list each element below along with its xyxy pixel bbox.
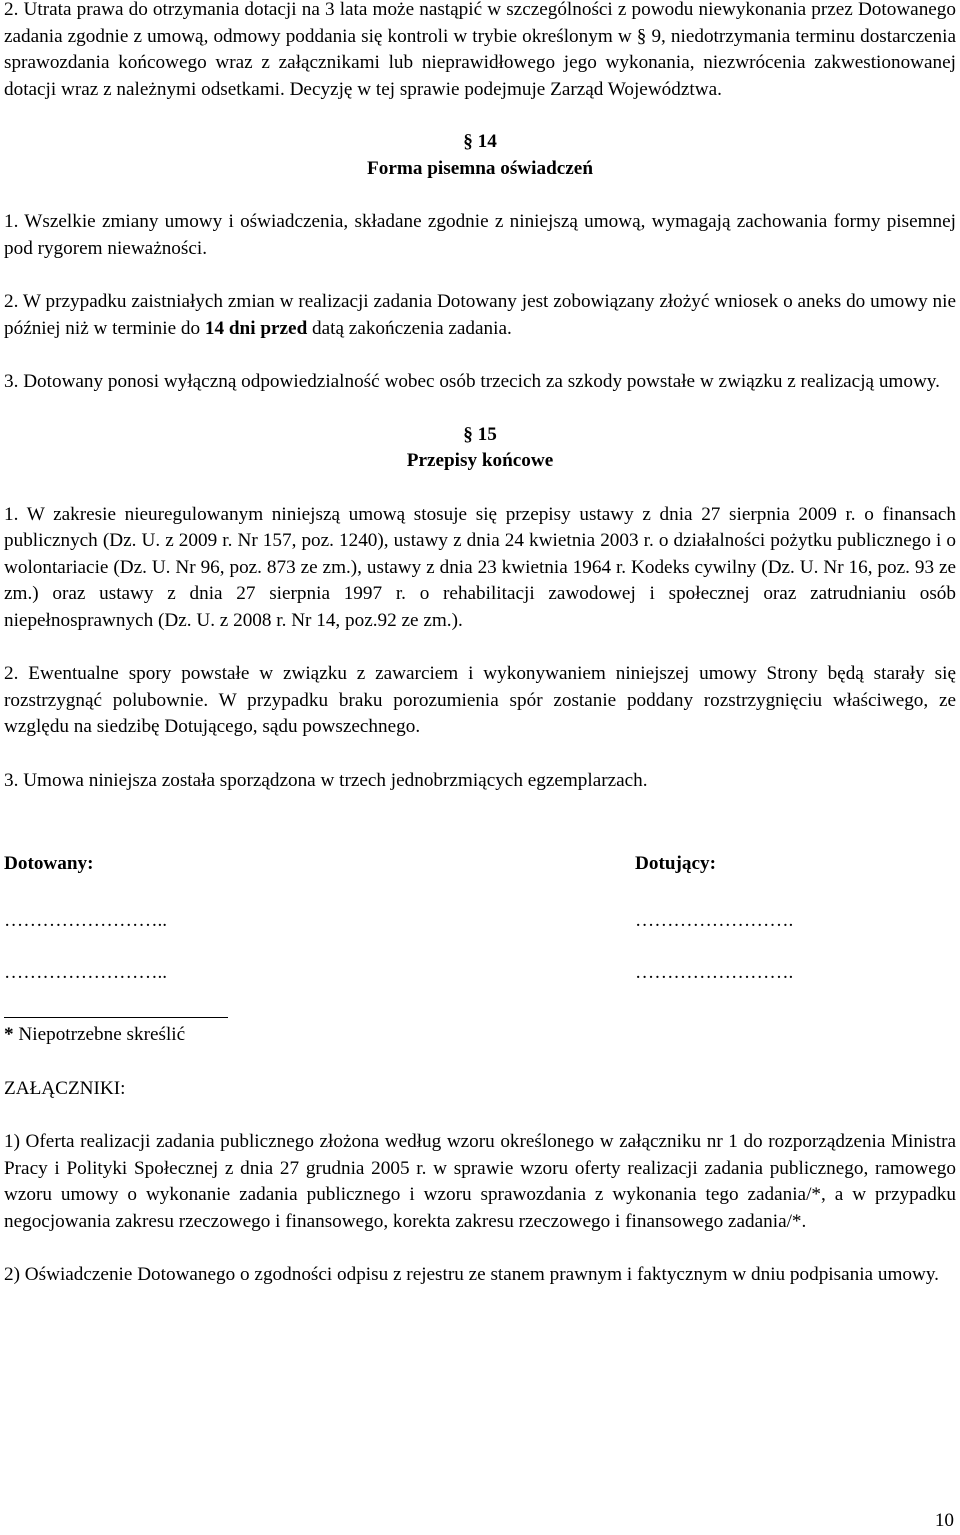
attachment-item-2: 2) Oświadczenie Dotowanego o zgodności odpisu z rejestru ze stanem prawnym i faktycznym w dniu podpisania umowy. bbox=[4, 1264, 939, 1285]
section-15-paragraph-2: 2. Ewentualne spory powstałe w związku z zawarciem i wykonywaniem niniejszej umowy Strony będą starały się rozstrzygnąć polubownie. W przypadku braku porozumienia spór zostanie poddany rozstrzygnięciu właściwego, ze względu na siedzibę Dotującego, sądu powszechnego. bbox=[4, 663, 956, 737]
signature-label-dotujacy: Dotujący: bbox=[635, 853, 716, 874]
footnote-rule bbox=[4, 1017, 228, 1018]
signature-line-dotujacy-1: ……………………. bbox=[635, 910, 794, 931]
attachments-heading: ZAŁĄCZNIKI: bbox=[4, 1077, 126, 1099]
section-15-paragraph-1: 1. W zakresie nieuregulowanym niniejszą umową stosuje się przepisy ustawy z dnia 27 sierpnia 2009 r. o finansach publicznych (Dz. U. z 2009 r. Nr 157, poz. 1240), ustawy z dnia 24 kwietnia 2003 r. o działalności pożytku publicznego i o wolontariacie (Dz. U. Nr 96, poz. 873 ze zm.), ustawy z dnia 23 kwietnia 1964 r. Kodeks cywilny (Dz. U. Nr 16, poz. 93 ze zm.) oraz ustawy z dnia 27 sierpnia 1997 r. o rehabilitacji zawodowej i społecznej oraz zatrudnianiu osób niepełnosprawnych (Dz. U. z 2008 r. Nr 14, poz.92 ze zm.). bbox=[4, 503, 956, 631]
section-14-paragraph-2: 2. W przypadku zaistniałych zmian w realizacji zadania Dotowany jest zobowiązany złożyć wniosek o aneks do umowy nie później niż w terminie do 14 dni przed datą zakończenia zadania. bbox=[4, 291, 956, 339]
deadline-bold: 14 dni przed bbox=[204, 317, 308, 339]
section-15 bbox=[4, 422, 956, 475]
signature-line-dotowany-2: …………………….. bbox=[4, 962, 168, 983]
page-number: 10 bbox=[934, 1510, 954, 1531]
footnote: * Niepotrzebne skreślić bbox=[4, 1024, 186, 1045]
section-14-number: § 14 bbox=[463, 131, 497, 152]
section-14-paragraph-3: 3. Dotowany ponosi wyłączną odpowiedzialność wobec osób trzecich za szkody powstałe w związku z realizacją umowy. bbox=[4, 371, 940, 392]
section-15-title: Przepisy końcowe bbox=[406, 450, 554, 471]
signature-line-dotujacy-2: ……………………. bbox=[635, 962, 794, 983]
section-14-paragraph-1: 1. Wszelkie zmiany umowy i oświadczenia, składane zgodnie z niniejszą umową, wymagają zachowania formy pisemnej pod rygorem nieważności. bbox=[4, 211, 956, 259]
signature-line-dotowany-1: …………………….. bbox=[4, 910, 168, 931]
document-page bbox=[4, 0, 956, 1289]
section-14-title: Forma pisemna oświadczeń bbox=[367, 157, 593, 179]
signature-block bbox=[4, 851, 956, 990]
paragraph-2: 2. Utrata prawa do otrzymania dotacji na 3 lata może nastąpić w szczególności z powodu niewykonania przez Dotowanego zadania zgodnie z umową, odmowy poddania się kontroli w trybie określonym w § 9, niedotrzymania terminu dostarczenia sprawozdania końcowego wraz z załącznikami lub nieprawidłowego jego wykonania, niezwrócenia zakwestionowanej dotacji wraz z należnymi odsetkami. Decyzję w tej sprawie podejmuje Zarząd Województwa. bbox=[4, 0, 956, 100]
attachment-item-1: 1) Oferta realizacji zadania publicznego złożona według wzoru określonego w załączniku nr 1 do rozporządzenia Ministra Pracy i Polityki Społecznej z dnia 27 grudnia 2005 r. w sprawie wzoru oferty realizacji zadania publicznego, ramowego wzoru umowy o wykonanie zadania publicznego i wzoru sprawozdania z wykonania tego zadania/*, a w przypadku negocjowania zakresu rzeczowego i finansowego, korekta zakresu rzeczowego i finansowego zadania/*. bbox=[4, 1131, 956, 1232]
section-14 bbox=[4, 129, 956, 182]
section-15-number: § 15 bbox=[463, 423, 497, 445]
section-15-paragraph-3: 3. Umowa niniejsza została sporządzona w trzech jednobrzmiących egzemplarzach. bbox=[4, 769, 648, 791]
signature-label-dotowany: Dotowany: bbox=[4, 853, 94, 874]
